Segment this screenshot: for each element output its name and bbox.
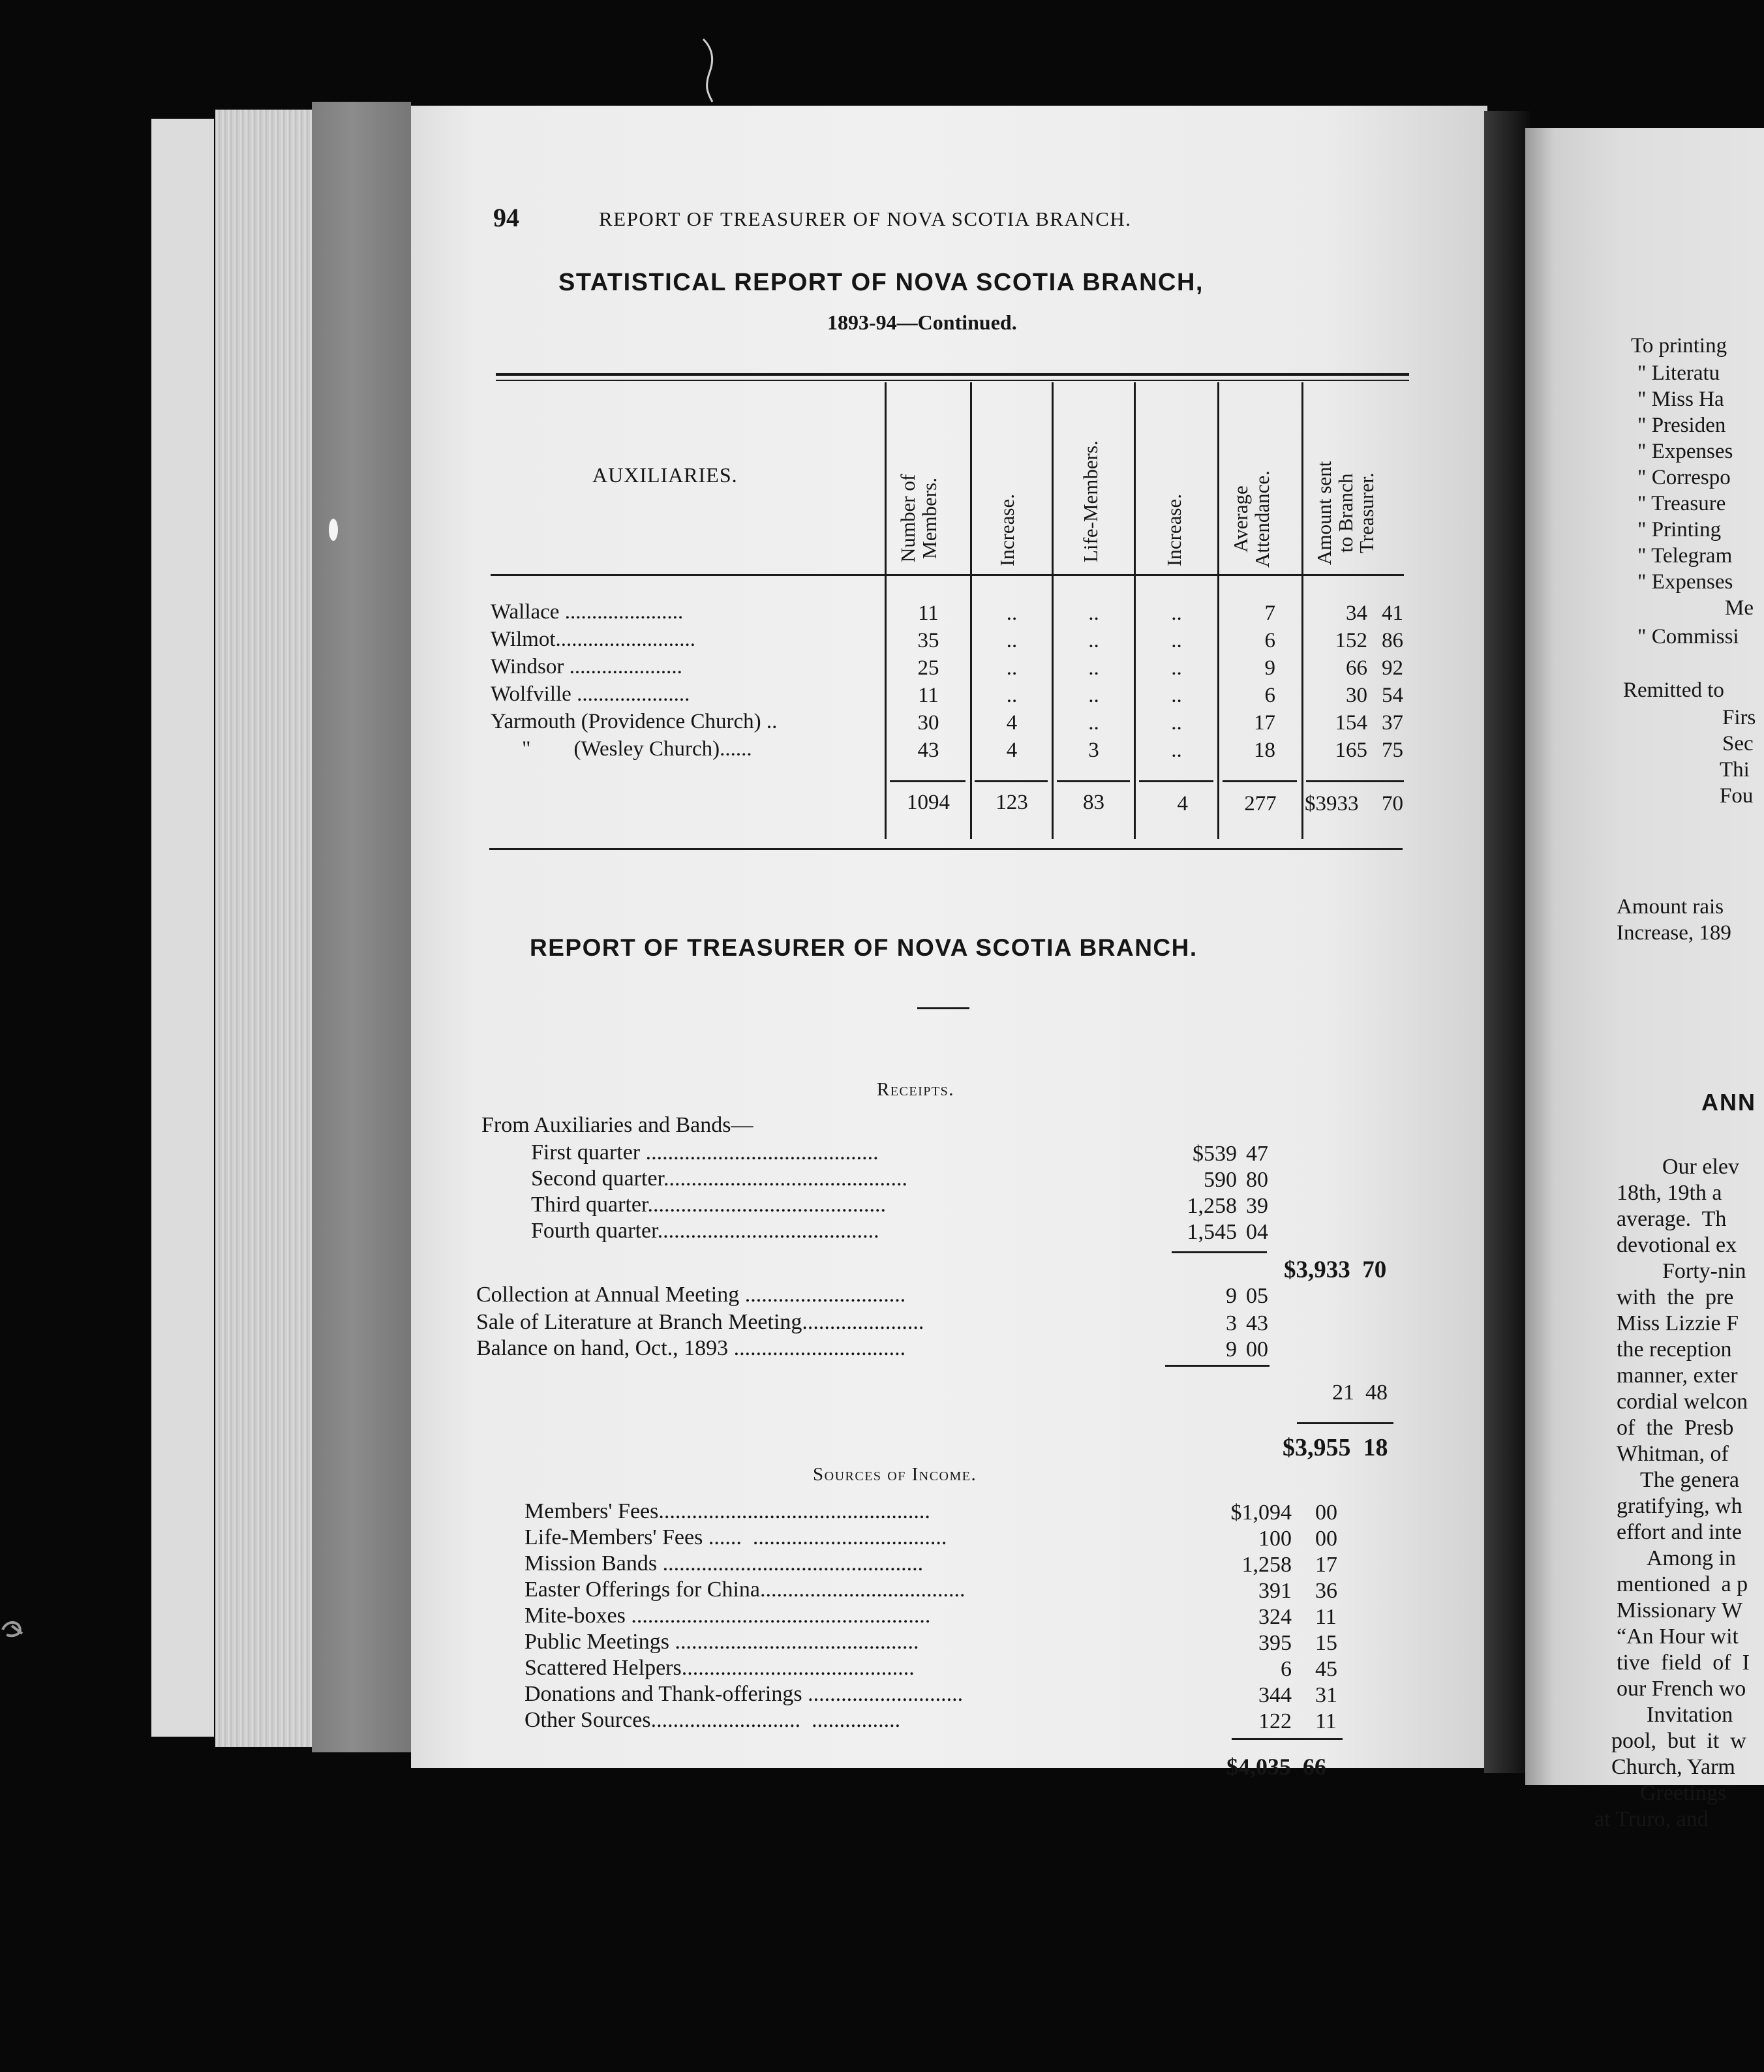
facing-body-line: cordial welcon xyxy=(1617,1390,1748,1414)
other-subtotal: 21 48 xyxy=(1332,1380,1388,1405)
receipt-label: Collection at Annual Meeting ............................. xyxy=(476,1283,906,1307)
facing-expense-line: " Literatu xyxy=(1637,361,1720,385)
increase-cell: .. xyxy=(1006,656,1018,680)
page-stack-edge xyxy=(215,110,316,1747)
source-label: Other Sources........................... ................ xyxy=(525,1708,901,1732)
total-amount-dollars: $3933 xyxy=(1305,792,1359,815)
header-average-attendance: Average Attendance. xyxy=(1229,470,1273,568)
receipt-label: Balance on hand, Oct., 1893 ............................... xyxy=(476,1336,906,1360)
table-header-rule xyxy=(491,574,1404,576)
receipt-cents: 05 xyxy=(1246,1284,1268,1308)
members-cell: 43 xyxy=(917,739,939,762)
facing-remitted-line: Sec xyxy=(1722,732,1754,755)
total-life-increase: 4 xyxy=(1177,792,1188,815)
receipt-cents: 43 xyxy=(1246,1311,1268,1335)
total-life-members: 83 xyxy=(1083,791,1104,814)
header-life-members: Life-Members. xyxy=(1079,440,1102,562)
from-auxiliaries-heading: From Auxiliaries and Bands— xyxy=(481,1113,753,1137)
facing-expense-line: " Expenses xyxy=(1637,440,1733,463)
life-members-cell: .. xyxy=(1088,602,1099,625)
header-auxiliaries: AUXILIARIES. xyxy=(592,463,738,487)
total-rule xyxy=(1057,780,1130,782)
members-cell: 25 xyxy=(917,656,939,680)
source-label: Public Meetings ............................................ xyxy=(525,1630,919,1654)
increase-cell: .. xyxy=(1006,684,1018,707)
source-cents: 15 xyxy=(1315,1631,1337,1655)
source-dollars: 395 xyxy=(1258,1631,1292,1655)
quarter-cents: 47 xyxy=(1246,1142,1268,1166)
increase-cell: .. xyxy=(1006,602,1018,625)
sources-heading: Sources of Income. xyxy=(813,1464,977,1485)
members-cell: 11 xyxy=(918,684,939,707)
total-amount-cents: 70 xyxy=(1382,792,1403,815)
facing-body-line: gratifying, wh xyxy=(1617,1494,1742,1518)
page-speck xyxy=(326,517,341,543)
source-label: Donations and Thank-offerings ............................ xyxy=(525,1682,964,1706)
amount-cents-cell: 54 xyxy=(1382,684,1403,707)
stat-report-subtitle: 1893-94—Continued. xyxy=(827,311,1017,334)
source-dollars: 344 xyxy=(1258,1683,1292,1707)
facing-expense-line: " Miss Ha xyxy=(1637,388,1724,411)
table-top-rule-thin xyxy=(496,380,1409,381)
total-rule xyxy=(1306,780,1404,782)
life-increase-cell: .. xyxy=(1171,656,1182,680)
spine-shadow xyxy=(1484,111,1530,1773)
receipt-cents: 00 xyxy=(1246,1337,1268,1362)
stray-ink-mark xyxy=(0,1618,25,1640)
quarter-label: Second quarter............................................ xyxy=(531,1166,907,1191)
facing-expense-line: Me xyxy=(1725,596,1754,620)
source-cents: 45 xyxy=(1315,1657,1337,1681)
life-members-cell: .. xyxy=(1088,711,1099,735)
facing-body-line: “An Hour wit xyxy=(1617,1624,1739,1649)
auxiliary-name: Wolfville ..................... xyxy=(491,682,690,706)
facing-expense-line: " Printing xyxy=(1637,518,1722,541)
source-label: Easter Offerings for China..................................... xyxy=(525,1577,966,1602)
amount-dollars-cell: 152 xyxy=(1335,629,1367,652)
header-number-of-members: Number of Members. xyxy=(896,474,941,562)
facing-body-line: pool, but it w xyxy=(1611,1729,1746,1753)
members-cell: 35 xyxy=(917,629,939,652)
book-block-edge xyxy=(151,119,214,1737)
facing-body-line: Church, Yarm xyxy=(1611,1755,1735,1779)
source-cents: 00 xyxy=(1315,1501,1337,1525)
source-dollars: 6 xyxy=(1281,1657,1292,1681)
amount-dollars-cell: 66 xyxy=(1346,656,1367,680)
facing-expense-line: " Telegram xyxy=(1637,544,1733,568)
facing-body-line: Our elev xyxy=(1662,1155,1740,1179)
attendance-cell: 6 xyxy=(1264,684,1275,707)
total-attendance: 277 xyxy=(1244,792,1277,815)
amount-dollars-cell: 165 xyxy=(1335,739,1367,762)
total-rule xyxy=(890,780,966,782)
increase-cell: .. xyxy=(1006,629,1018,652)
attendance-cell: 7 xyxy=(1264,602,1275,625)
facing-body-line: 18th, 19th a xyxy=(1617,1181,1722,1205)
source-label: Members' Fees................................................. xyxy=(525,1499,930,1523)
quarter-dollars: 1,545 xyxy=(1187,1220,1237,1244)
source-dollars: 391 xyxy=(1258,1579,1292,1603)
facing-body-line: devotional ex xyxy=(1617,1233,1737,1257)
facing-expense-line: " Correspo xyxy=(1637,466,1731,489)
source-label: Scattered Helpers.......................................... xyxy=(525,1656,915,1680)
auxiliary-name: " (Wesley Church)...... xyxy=(522,737,752,761)
facing-amount-line: Amount rais xyxy=(1617,895,1724,919)
source-dollars: 122 xyxy=(1258,1709,1292,1733)
total-rule xyxy=(975,780,1048,782)
subtotal-rule xyxy=(1172,1251,1267,1253)
auxiliary-name: Wallace ...................... xyxy=(491,600,684,624)
source-cents: 17 xyxy=(1315,1553,1337,1577)
facing-expense-line: " Expenses xyxy=(1637,570,1733,594)
source-dollars: 100 xyxy=(1258,1527,1292,1551)
table-bottom-rule xyxy=(489,848,1403,850)
amount-cents-cell: 92 xyxy=(1382,656,1403,680)
table-top-rule xyxy=(496,373,1409,376)
page-number: 94 xyxy=(493,203,519,232)
facing-expense-line: " Commissi xyxy=(1637,625,1739,648)
gutter-band xyxy=(312,102,411,1752)
life-increase-cell: .. xyxy=(1171,629,1182,652)
facing-body-line: tive field of I xyxy=(1617,1651,1750,1675)
receipts-heading: Receipts. xyxy=(877,1079,954,1100)
life-increase-cell: .. xyxy=(1171,739,1182,762)
members-cell: 11 xyxy=(918,602,939,625)
quarter-dollars: 590 xyxy=(1204,1168,1237,1192)
life-increase-cell: .. xyxy=(1171,711,1182,735)
total-rule xyxy=(1232,1738,1343,1740)
source-cents: 00 xyxy=(1315,1527,1337,1551)
source-dollars: $1,094 xyxy=(1230,1501,1292,1525)
quarter-cents: 80 xyxy=(1246,1168,1268,1192)
amount-cents-cell: 75 xyxy=(1382,739,1403,762)
facing-body-line: manner, exter xyxy=(1617,1364,1738,1388)
facing-body-line: at Truro, and xyxy=(1594,1807,1709,1831)
facing-body-line: with the pre xyxy=(1617,1285,1734,1309)
auxiliary-name: Wilmot.......................... xyxy=(491,628,695,651)
facing-remitted-line: Firs xyxy=(1722,706,1756,729)
auxiliary-name: Windsor ..................... xyxy=(491,655,682,678)
facing-expense-line: " Presiden xyxy=(1637,414,1726,437)
facing-body-line: Whitman, of xyxy=(1617,1442,1729,1466)
receipts-total: $3,955 18 xyxy=(1283,1434,1388,1461)
total-members: 1094 xyxy=(907,791,950,814)
amount-dollars-cell: 154 xyxy=(1335,711,1367,735)
attendance-cell: 9 xyxy=(1264,656,1275,680)
facing-section-heading: ANN xyxy=(1701,1089,1756,1116)
amount-cents-cell: 41 xyxy=(1382,602,1403,625)
facing-expense-line: " Treasure xyxy=(1637,492,1726,515)
quarter-label: Fourth quarter........................................ xyxy=(531,1219,879,1243)
facing-body-line: mentioned a p xyxy=(1617,1572,1748,1596)
quarter-dollars: 1,258 xyxy=(1187,1194,1237,1218)
source-dollars: 324 xyxy=(1258,1605,1292,1629)
receipt-label: Sale of Literature at Branch Meeting...................... xyxy=(476,1310,924,1334)
facing-body-line: Missionary W xyxy=(1617,1598,1742,1623)
source-label: Life-Members' Fees ...... ................................... xyxy=(525,1525,947,1549)
life-members-cell: .. xyxy=(1088,629,1099,652)
quarter-label: First quarter .......................................... xyxy=(531,1140,879,1165)
facing-expense-line: To printing xyxy=(1631,334,1727,358)
facing-remitted-line: Fou xyxy=(1720,784,1754,808)
facing-body-line: Forty-nin xyxy=(1662,1259,1746,1283)
life-increase-cell: .. xyxy=(1171,602,1182,625)
life-members-cell: 3 xyxy=(1088,739,1099,762)
quarter-cents: 04 xyxy=(1246,1220,1268,1244)
facing-page xyxy=(1525,128,1764,1831)
source-cents: 31 xyxy=(1315,1683,1337,1707)
attendance-cell: 6 xyxy=(1264,629,1275,652)
facing-remitted-line: Remitted to xyxy=(1623,678,1724,702)
running-head: REPORT OF TREASURER OF NOVA SCOTIA BRANCH. xyxy=(599,207,1132,230)
total-rule xyxy=(1297,1422,1393,1424)
source-label: Mission Bands ............................................... xyxy=(525,1551,924,1576)
facing-body-line: effort and inte xyxy=(1617,1520,1742,1544)
title-dash-rule xyxy=(917,1007,969,1009)
facing-body-line: our French wo xyxy=(1617,1677,1746,1701)
source-label: Mite-boxes ...................................................... xyxy=(525,1604,931,1628)
stat-report-title: STATISTICAL REPORT OF NOVA SCOTIA BRANCH, xyxy=(558,269,1204,296)
facing-body-line: the reception xyxy=(1617,1337,1732,1362)
facing-body-line: Greetings xyxy=(1640,1781,1727,1805)
members-cell: 30 xyxy=(917,711,939,735)
subtotal-rule xyxy=(1165,1365,1270,1367)
facing-body-line: average. Th xyxy=(1617,1207,1727,1231)
total-rule xyxy=(1223,780,1297,782)
amount-cents-cell: 37 xyxy=(1382,711,1403,735)
life-increase-cell: .. xyxy=(1171,684,1182,707)
facing-body-line: Among in xyxy=(1647,1546,1736,1570)
facing-body-line: Invitation xyxy=(1647,1703,1733,1727)
header-amount-sent: Amount sent to Branch Treasurer. xyxy=(1313,461,1378,565)
amount-dollars-cell: 30 xyxy=(1346,684,1367,707)
receipt-dollars: 3 xyxy=(1226,1311,1237,1335)
auxiliaries-subtotal: $3,933 70 xyxy=(1284,1257,1387,1283)
facing-remitted-line: Thi xyxy=(1720,758,1750,782)
auxiliary-name: Yarmouth (Providence Church) .. xyxy=(491,710,778,733)
stray-hair-mark xyxy=(702,38,716,103)
source-cents: 11 xyxy=(1315,1605,1337,1629)
attendance-cell: 17 xyxy=(1254,711,1275,735)
receipt-dollars: 9 xyxy=(1226,1284,1237,1308)
facing-body-line: The genera xyxy=(1640,1468,1739,1492)
increase-cell: 4 xyxy=(1006,711,1018,735)
receipt-dollars: 9 xyxy=(1226,1337,1237,1362)
life-members-cell: .. xyxy=(1088,656,1099,680)
facing-amount-line: Increase, 189 xyxy=(1617,921,1731,945)
facing-body-line: of the Presb xyxy=(1617,1416,1734,1440)
life-members-cell: .. xyxy=(1088,684,1099,707)
amount-cents-cell: 86 xyxy=(1382,629,1403,652)
quarter-label: Third quarter........................................... xyxy=(531,1193,886,1217)
attendance-cell: 18 xyxy=(1254,739,1275,762)
header-increase: Increase. xyxy=(996,494,1018,566)
source-cents: 36 xyxy=(1315,1579,1337,1603)
amount-dollars-cell: 34 xyxy=(1346,602,1367,625)
total-rule xyxy=(1139,780,1213,782)
sources-total: $4,035 66 xyxy=(1226,1754,1326,1780)
header-life-increase: Increase. xyxy=(1163,494,1185,566)
facing-body-line: Miss Lizzie F xyxy=(1617,1311,1739,1335)
quarter-cents: 39 xyxy=(1246,1194,1268,1218)
total-increase: 123 xyxy=(996,791,1028,814)
increase-cell: 4 xyxy=(1006,739,1018,762)
source-dollars: 1,258 xyxy=(1241,1553,1292,1577)
quarter-dollars: $539 xyxy=(1193,1142,1237,1166)
treasurer-report-title: REPORT OF TREASURER OF NOVA SCOTIA BRANCH. xyxy=(530,934,1198,961)
source-cents: 11 xyxy=(1315,1709,1337,1733)
